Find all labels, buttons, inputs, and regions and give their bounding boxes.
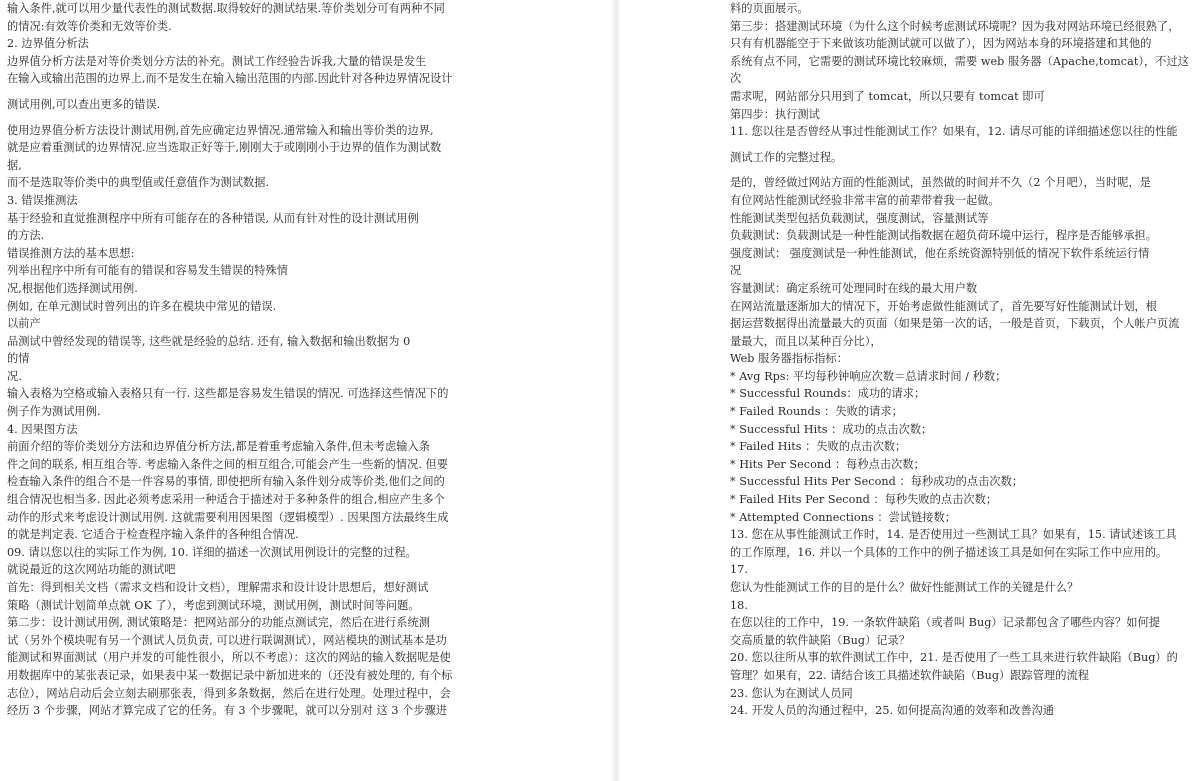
text-line: 况: [730, 264, 742, 278]
text-line: 在您以往的工作中，19. 一条软件缺陷（或者叫 Bug）记录都包含了哪些内容？如何提: [730, 616, 1160, 630]
text-line: * Avg Rps: 平均每秒钟响应次数＝总请求时间 / 秒数；: [730, 369, 1007, 383]
text-line: 第四步：执行测试: [730, 107, 820, 121]
right-text-column: [620, 0, 1201, 720]
text-line: 在网站流量逐渐加大的情况下，开始考虑做性能测试了，首先要写好性能测试计划，根: [730, 299, 1158, 313]
text-line: 强度测试： 强度测试是一种性能测试，他在系统资源特别低的情况下软件系统运行情: [730, 246, 1150, 260]
text-line: 例子作为测试用例.: [7, 405, 101, 419]
text-line: 边界值分析方法是对等价类划分方法的补充。测试工作经验告诉我,大量的错误是发生: [7, 54, 427, 68]
text-line: 18.: [730, 598, 748, 612]
text-line: 测试用例,可以查出更多的错误.: [7, 97, 161, 111]
text-line: 的就是判定表. 它适合于检查程序输入条件的各种组合情况.: [7, 528, 299, 542]
text-line: 系统有点不同，它需要的测试环境比较麻烦，需要 web 服务器（Apache,tomcat），不过这: [730, 54, 1189, 68]
text-line: Web 服务器指标指标：: [730, 352, 849, 366]
text-line: 在输入或输出范围的边界上,而不是发生在输入输出范围的内部.因此针对各种边界情况设计: [7, 72, 453, 86]
text-line: 错误推测方法的基本思想:: [7, 246, 135, 260]
text-line: 组合情况也相当多. 因此必须考虑采用一种适合于描述对于多种条件的组合,相应产生多个: [7, 493, 445, 507]
text-line: 的情况:有效等价类和无效等价类.: [7, 19, 172, 33]
text-line: * Successful Hits ：成功的点击次数；: [730, 422, 933, 436]
text-line: 性能测试类型包括负载测试，强度测试，容量测试等: [730, 211, 989, 225]
text-line: 试（另外个模块呢有另一个测试人员负责, 可以进行联调测试），网站模块的测试基本是功: [7, 633, 447, 647]
text-line: 品测试中曾经发现的错误等, 这些就是经验的总结. 还有, 输入数据和输出数据为 0: [7, 334, 411, 348]
text-line: 料的页面展示。: [730, 2, 809, 15]
text-line: 的方法.: [7, 229, 45, 243]
text-line: 用数据库中的某张表记录，如果表中某一数据记录中新加进来的（还没有被处理的, 有个标: [7, 668, 453, 682]
text-line: 4. 因果图方法: [7, 422, 78, 436]
text-line: 负载测试：负载测试是一种性能测试指数据在超负荷环境中运行，程序是否能够承担。: [730, 229, 1158, 243]
text-line: 有位网站性能测试经验非常丰富的前辈带着我一起做。: [730, 193, 1000, 207]
page-divider: [612, 0, 620, 781]
text-line: 动作的形式来考虑设计测试用例. 这就需要利用因果图（逻辑模型）. 因果图方法最终生成: [7, 510, 449, 524]
text-line: 以前产: [7, 317, 41, 331]
text-line: 管理？如果有，22. 请结合该工具描述软件缺陷（Bug）跟踪管理的流程: [730, 668, 1089, 682]
text-line: * Failed Hits ：失败的点击次数；: [730, 440, 907, 454]
text-line: 而不是选取等价类中的典型值或任意值作为测试数据.: [7, 176, 270, 190]
text-line: 输入表格为空格或输入表格只有一行. 这些都是容易发生错误的情况. 可选择这些情况下的: [7, 387, 449, 401]
text-line: 的工作原理，16. 并以一个具体的工作中的例子描述该工具是如何在实际工作中应用的。: [730, 545, 1168, 559]
text-line: 交高质量的软件缺陷（Bug）记录？: [730, 633, 911, 647]
text-line: 20. 您以往所从事的软件测试工作中，21. 是否使用了一些工具来进行软件缺陷（Bug）的: [730, 651, 1178, 665]
text-line: 策略（测试计划简单点就 OK 了），考虑到测试环境，测试用例，测试时间等问题。: [7, 598, 420, 612]
text-line: 24. 开发人员的沟通过程中，25. 如何提高沟通的效率和改善沟通: [730, 704, 1055, 718]
text-line: * Attempted Connections ：尝试链接数；: [730, 510, 957, 524]
text-line: 需求呢，网站部分只用到了 tomcat，所以只要有 tomcat 即可: [730, 89, 1045, 103]
text-line: 例如, 在单元测试时曾列出的许多在模块中常见的错误.: [7, 299, 277, 313]
text-line: 经历 3 个步骤，网站才算完成了它的任务。有 3 个步骤呢，就可以分别对 这 3 个步骤进: [7, 704, 448, 718]
text-line: 就说最近的这次网站功能的测试吧: [7, 563, 176, 577]
text-line: 使用边界值分析方法设计测试用例,首先应确定边界情况.通常输入和输出等价类的边界,: [7, 123, 434, 137]
text-line: 13. 您在从事性能测试工作时，14. 是否使用过一些测试工具？如果有，15. 请试述该工具: [730, 528, 1177, 542]
text-line: 就是应着重测试的边界情况.应当选取正好等于,刚刚大于或刚刚小于边界的值作为测试数: [7, 141, 442, 155]
text-line: 况,根据他们选择测试用例.: [7, 281, 138, 295]
text-line: 输入条件,就可以用少量代表性的测试数据.取得较好的测试结果.等价类划分可有两种不同: [7, 2, 445, 15]
text-line: 23. 您认为在测试人员同: [730, 686, 853, 700]
text-line: 11. 您以往是否曾经从事过性能测试工作？如果有，12. 请尽可能的详细描述您以往的性能: [730, 125, 1178, 139]
text-line: 2. 边界值分析法: [7, 37, 89, 51]
right-page: [620, 0, 1201, 781]
text-line: 前面介绍的等价类划分方法和边界值分析方法,都是着重考虑输入条件,但未考虑输入条: [7, 440, 431, 454]
text-line: 量最大，而且以某种百分比），: [730, 334, 882, 348]
text-line: 3. 错误推测法: [7, 193, 78, 207]
text-line: * Successful Rounds：成功的请求；: [730, 387, 926, 401]
text-line: 是的，曾经做过网站方面的性能测试，虽然做的时间并不久（2 个月吧），当时呢，是: [730, 176, 1151, 190]
text-line: 能测试和界面测试（用户并发的可能性很小，所以不考虑）：这次的网站的输入数据呢是使: [7, 651, 451, 665]
text-line: 检查输入条件的组合不是一件容易的事情, 即使把所有输入条件划分成等价类,他们之间的: [7, 475, 445, 489]
left-text-column: [0, 0, 612, 720]
text-line: 第三步：搭建测试环境（为什么这个时候考虑测试环境呢？因为我对网站环境已经很熟了，: [730, 19, 1180, 33]
text-line: * Failed Hits Per Second ：每秒失败的点击次数；: [730, 493, 998, 507]
text-line: * Successful Hits Per Second ：每秒成功的点击次数；: [730, 475, 1024, 489]
text-line: 09. 请以您以往的实际工作为例, 10. 详细的描述一次测试用例设计的完整的过程。: [7, 545, 417, 559]
text-line: 据,: [7, 158, 22, 172]
text-line: 况.: [7, 369, 22, 383]
text-line: 只有有机器能空于下来做该功能测试就可以做了），因为网站本身的环境搭建和其他的: [730, 37, 1152, 51]
text-line: 列举出程序中所有可能有的错误和容易发生错误的特殊情: [7, 264, 288, 278]
text-line: 件之间的联系, 相互组合等. 考虑输入条件之间的相互组合,可能会产生一些新的情况. 但要: [7, 457, 449, 471]
text-line: 容量测试：确定系统可处理同时在线的最大用户数: [730, 281, 978, 295]
text-line: * Hits Per Second ：每秒点击次数；: [730, 457, 925, 471]
text-line: * Failed Rounds ：失败的请求；: [730, 405, 903, 419]
text-line: 第二步：设计测试用例, 测试策略是：把网站部分的功能点测试完，然后在进行系统测: [7, 616, 431, 630]
text-line: 次: [730, 72, 742, 86]
text-line: 志位），网站启动后会立刻去刷那张表，得到多条数据，然后在进行处理。处理过程中，会: [7, 686, 451, 700]
text-line: 首先：得到相关文档（需求文档和设计文档），理解需求和设计设计思想后，想好测试: [7, 581, 429, 594]
text-line: 据运营数据得出流量最大的页面（如果是第一次的话，一般是首页，下载页，个人帐户页流: [730, 317, 1180, 331]
text-line: 17.: [730, 563, 748, 577]
text-line: 的情: [7, 352, 30, 366]
text-line: 基于经验和直觉推测程序中所有可能存在的各种错误, 从而有针对性的设计测试用例: [7, 211, 419, 225]
text-line: 测试工作的完整过程。: [730, 150, 843, 164]
text-line: 您认为性能测试工作的目的是什么？做好性能测试工作的关键是什么？: [730, 581, 1079, 594]
